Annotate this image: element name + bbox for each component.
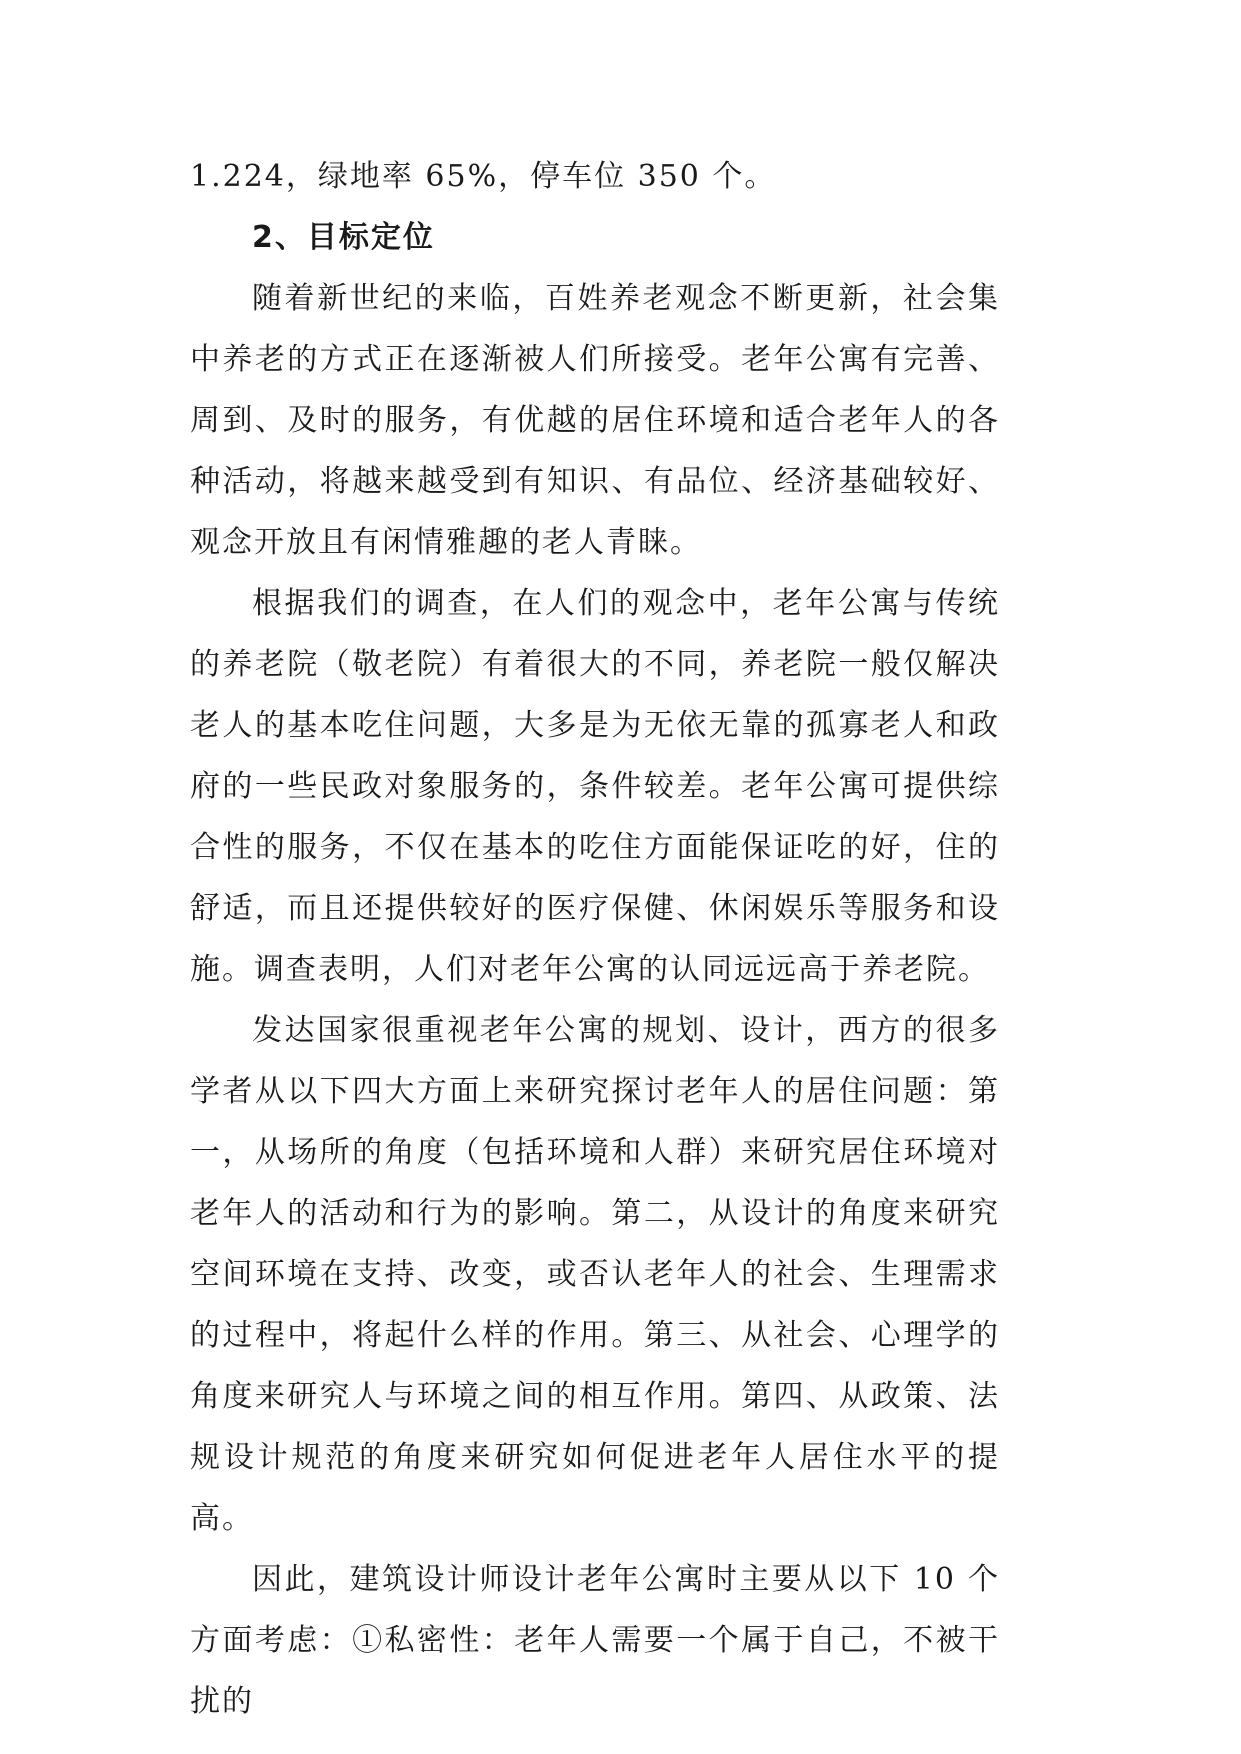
paragraph-2: 根据我们的调查，在人们的观念中，老年公寓与传统的养老院（敬老院）有着很大的不同，养老院一般仅解决老人的基本吃住问题，大多是为无依无靠的孤寡老人和政府的一些民政对象服务的，条件较差。老年公寓可提供综合性的服务，不仅在基本的吃住方面能保证吃的好，住的舒适，而且还提供较好的医疗保健、休闲娱乐等服务和设施。调查表明，人们对老年公寓的认同远远高于养老院。 [190, 586, 1000, 987]
paragraph-4: 因此，建筑设计师设计老年公寓时主要从以下 10 个方面考虑：①私密性：老年人需要一个属于自己，不被干扰的 [190, 1562, 1000, 1719]
section-heading: 2、目标定位 [252, 220, 435, 255]
lead-line: 1.224，绿地率 65%，停车位 350 个。 [190, 159, 777, 194]
document-body [190, 146, 1000, 1732]
paragraph-1: 随着新世纪的来临，百姓养老观念不断更新，社会集中养老的方式正在逐渐被人们所接受。老年公寓有完善、周到、及时的服务，有优越的居住环境和适合老年人的各种活动，将越来越受到有知识、有品位、经济基础较好、观念开放且有闲情雅趣的老人青睐。 [190, 281, 1000, 560]
paragraph-3: 发达国家很重视老年公寓的规划、设计，西方的很多学者从以下四大方面上来研究探讨老年人的居住问题：第一，从场所的角度（包括环境和人群）来研究居住环境对老年人的活动和行为的影响。第二，从设计的角度来研究空间环境在支持、改变，或否认老年人的社会、生理需求的过程中，将起什么样的作用。第三、从社会、心理学的角度来研究人与环境之间的相互作用。第四、从政策、法规设计规范的角度来研究如何促进老年人居住水平的提高。 [190, 1013, 1000, 1536]
